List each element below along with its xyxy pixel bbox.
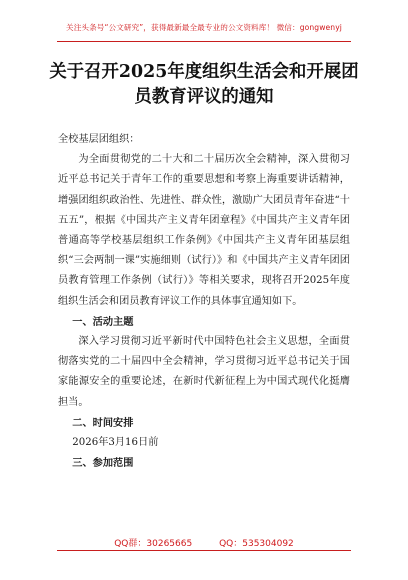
section-3-heading: 三、参加范围 bbox=[72, 457, 134, 470]
salutation: 全校基层团组织： bbox=[58, 134, 140, 145]
header-banner: 关注头条号“公文研究”，获得最新最全最专业的公文资料库！ 微信：gongwenyj bbox=[66, 23, 342, 32]
title-line-1: 关于召开2025年度组织生活会和开展团 bbox=[49, 62, 359, 82]
section-2-heading: 二、时间安排 bbox=[72, 416, 134, 429]
footer-qq: QQ：535304092 bbox=[219, 539, 294, 549]
section-1-heading: 一、活动主题 bbox=[72, 315, 134, 328]
header-divider bbox=[57, 41, 351, 42]
document-title bbox=[40, 60, 368, 110]
footer-qq-group: QQ群：30265665 bbox=[114, 539, 193, 549]
section-1-paragraph: 深入学习贯彻习近平新时代中国特色社会主义思想，全面贯彻落实党的二十届四中全会精神，学习贯彻习近平总书记关于国家能源安全的重要论述，在新时代新征程上为中国式现代化挺膺担当。 bbox=[58, 336, 350, 408]
title-line-2: 员教育评议的通知 bbox=[134, 87, 274, 107]
footer-contact bbox=[0, 536, 408, 549]
footer-divider bbox=[57, 550, 351, 551]
section-2-date: 2026年3月16日前 bbox=[72, 437, 159, 449]
intro-paragraph: 为全面贯彻党的二十大和二十届历次全会精神，深入贯彻习近平总书记关于青年工作的重要思想和考察上海重要讲话精神，增强团组织政治性、先进性、群众性，激励广大团员青年奋进“十五五”，根据《中国共产主义青年团章程》《中国共产主义青年团普通高等学校基层组织工作条例》《中国共产主义青年团基层组织“三会两制一课”实施细则（试行）》和《中国共产主义青年团团员教育管理工作条例（试行）》等相关要求，现将召开2025年度组织生活会和团员教育评议工作的具体事宜通知如下。 bbox=[58, 154, 350, 307]
document-body bbox=[58, 130, 350, 473]
